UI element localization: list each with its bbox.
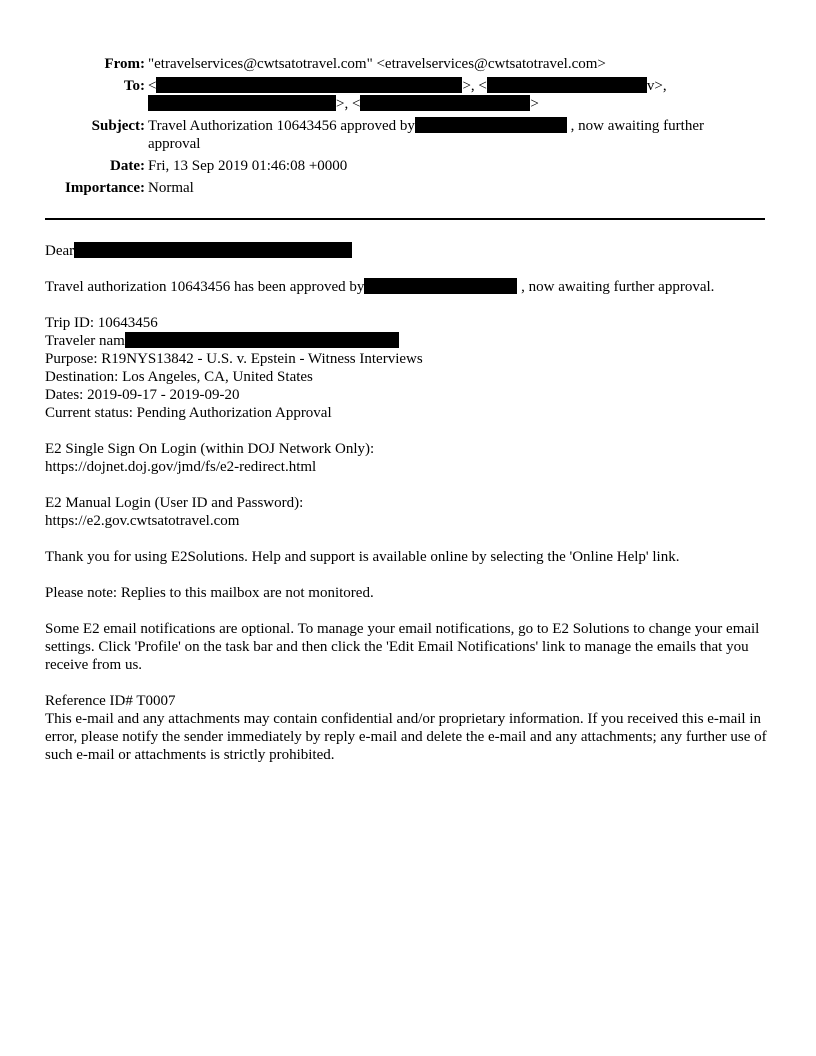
redaction-block bbox=[487, 77, 647, 93]
disclaimer-text: This e-mail and any attachments may contain confidential and/or proprietary information. If you received this e-mail in error, please notify the sender immediately by reply e-mail and delete the e-mail and any attachments; any further use of such e-mail or attachments is strictly prohibited. bbox=[45, 711, 767, 763]
traveler-line bbox=[45, 332, 399, 350]
to-value-line2 bbox=[148, 95, 539, 113]
from-value: "etravelservices@cwtsatotravel.com" <etravelservices@cwtsatotravel.com> bbox=[148, 56, 606, 72]
to-text-2: >, < bbox=[462, 78, 487, 94]
traveler-label: Traveler nam bbox=[45, 333, 125, 349]
from-label: From: bbox=[104, 56, 145, 72]
subject-suffix: , now awaiting further bbox=[566, 118, 704, 134]
greeting-line bbox=[45, 242, 352, 260]
greeting: Dear bbox=[45, 243, 75, 259]
header-divider bbox=[45, 218, 765, 220]
date-label: Date: bbox=[110, 158, 145, 174]
subject-prefix: Travel Authorization 10643456 approved by bbox=[148, 118, 415, 134]
purpose: Purpose: R19NYS13842 - U.S. v. Epstein - Witness Interviews bbox=[45, 351, 423, 367]
importance-value: Normal bbox=[148, 180, 194, 196]
redaction-block bbox=[360, 95, 530, 111]
sso-url[interactable]: https://dojnet.doj.gov/jmd/fs/e2-redirect.html bbox=[45, 459, 317, 475]
importance-label: Importance: bbox=[65, 180, 145, 196]
to-text-5: > bbox=[530, 96, 539, 112]
to-text-4: >, < bbox=[336, 96, 361, 112]
redaction-block bbox=[156, 77, 462, 93]
reference-id: Reference ID# T0007 bbox=[45, 693, 176, 709]
redaction-block bbox=[415, 117, 567, 133]
to-value-line1 bbox=[148, 77, 667, 95]
to-text-3: v>, bbox=[646, 78, 667, 94]
trip-id: Trip ID: 10643456 bbox=[45, 315, 158, 331]
sso-title: E2 Single Sign On Login (within DOJ Network Only): bbox=[45, 441, 375, 457]
mailbox-note: Please note: Replies to this mailbox are not monitored. bbox=[45, 585, 374, 601]
optional-notifications-text: Some E2 email notifications are optional. To manage your email notifications, go to E2 Solutions to change your email settings. Click 'Profile' on the task bar and then click the 'Edit Email Notifications' link to manage the emails that you receive from us. bbox=[45, 621, 760, 673]
redaction-block bbox=[125, 332, 399, 348]
current-status: Current status: Pending Authorization Approval bbox=[45, 405, 332, 421]
manual-login-url[interactable]: https://e2.gov.cwtsatotravel.com bbox=[45, 513, 240, 529]
date-value: Fri, 13 Sep 2019 01:46:08 +0000 bbox=[148, 158, 348, 174]
redaction-block bbox=[148, 95, 336, 111]
to-label: To: bbox=[123, 78, 145, 94]
subject-value-line2: approval bbox=[148, 136, 201, 152]
redaction-block bbox=[364, 278, 517, 294]
approved-line bbox=[45, 278, 714, 296]
subject-label: Subject: bbox=[91, 118, 145, 134]
approved-suffix: , now awaiting further approval. bbox=[517, 279, 715, 295]
thanks-text: Thank you for using E2Solutions. Help and support is available online by selecting the 'Online Help' link. bbox=[45, 549, 680, 565]
approved-prefix: Travel authorization 10643456 has been approved by bbox=[45, 279, 365, 295]
redaction-block bbox=[74, 242, 352, 258]
subject-value-line1 bbox=[148, 117, 704, 135]
destination: Destination: Los Angeles, CA, United States bbox=[45, 369, 313, 385]
to-text-1: < bbox=[148, 78, 157, 94]
manual-login-title: E2 Manual Login (User ID and Password): bbox=[45, 495, 304, 511]
dates: Dates: 2019-09-17 - 2019-09-20 bbox=[45, 387, 240, 403]
